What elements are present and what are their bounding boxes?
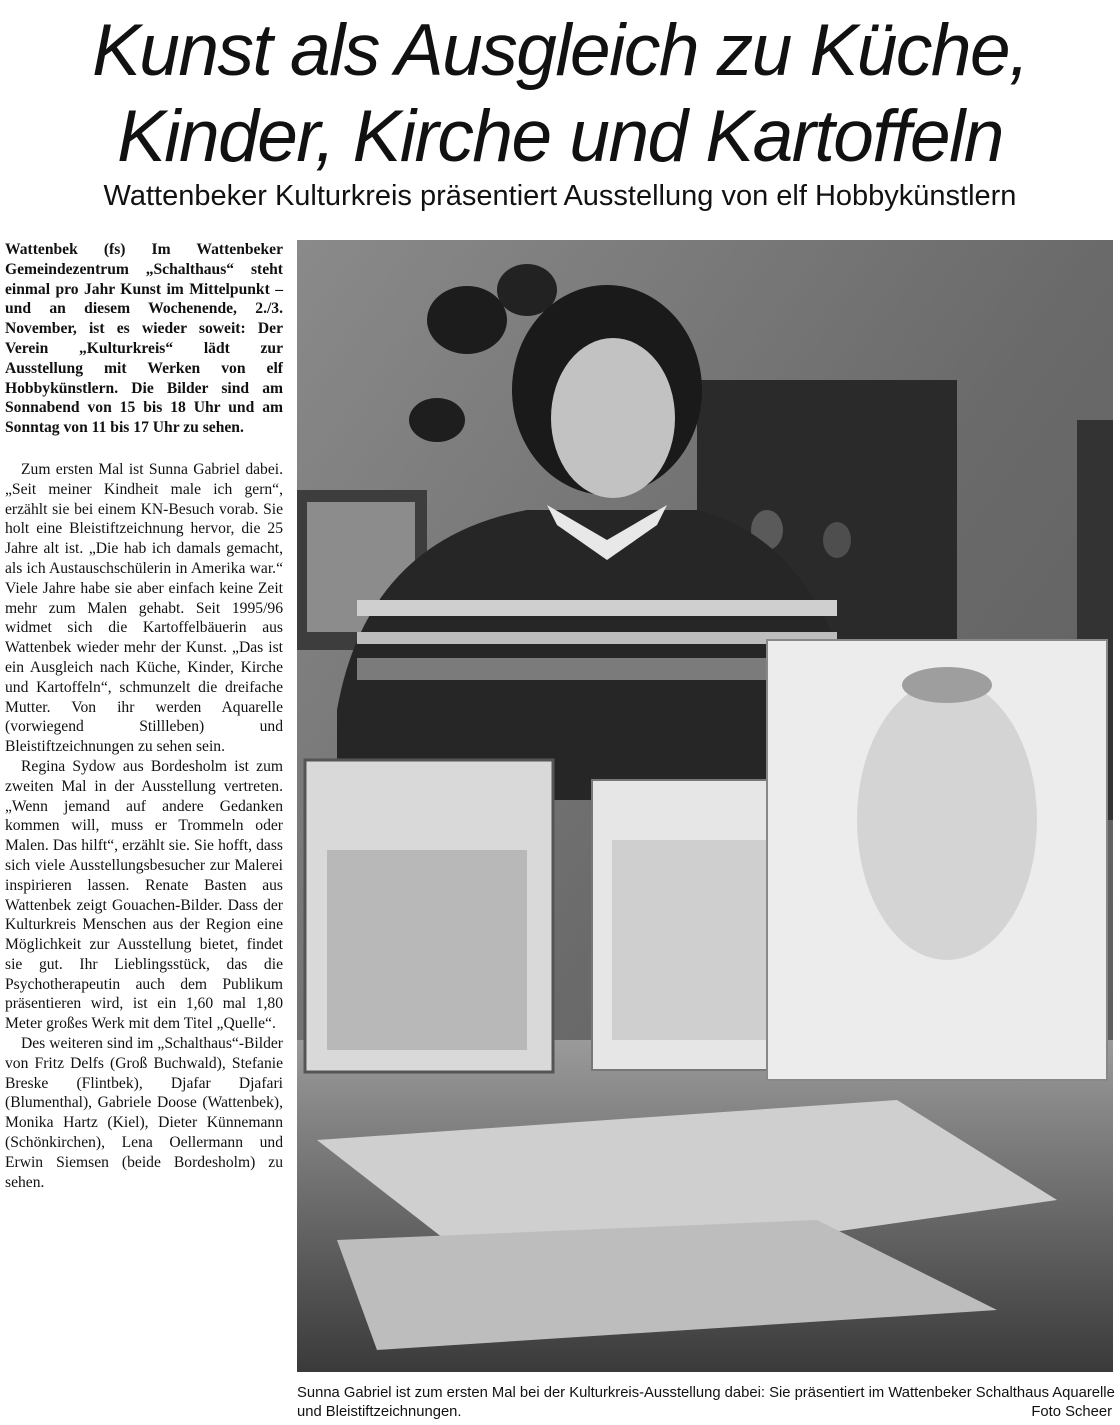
article-text-column: [5, 240, 283, 1192]
article-paragraph-1: Zum ersten Mal ist Sunna Gabriel dabei. „Seit meiner Kindheit male ich gern“, erzählt sie bei einem KN-Besuch vorab. Sie holt eine Bleistiftzeichnung hervor, die 25 Jahre alt ist. „Die hab ich damals gemacht, als ich Austauschschülerin in Amerika war.“ Viele Jahre habe sie aber einfach keine Zeit mehr zum Malen gehabt. Seit 1995/96 widmet sich die Kartoffelbäuerin aus Wattenbek wieder mehr der Kunst. „Das ist ein Ausgleich nach Küche, Kinder, Kirche und Kartoffeln“, schmunzelt die dreifache Mutter. Von ihr werden Aquarelle (vorwiegend Stillleben) und Bleistiftzeichnungen zu sehen sein.: [5, 460, 283, 756]
photo-credit: Foto Scheer: [1031, 1404, 1112, 1420]
headline-line-2: Kinder, Kirche und Kartoffeln: [117, 96, 1003, 177]
article-paragraph-3: Des weiteren sind im „Schalthaus“-Bilder von Fritz Delfs (Groß Buchwald), Stefanie Breske (Flintbek), Djafar Djafari (Blumenthal), Gabriele Doose (Wattenbek), Monika Hartz (Kiel), Dieter Künnemann (Schönkirchen), Lena Oellermann und Erwin Siemsen (beide Bordesholm) zu sehen.: [5, 1035, 283, 1191]
headline: [0, 8, 1120, 180]
headline-line-1: Kunst als Ausgleich zu Küche,: [92, 10, 1028, 91]
photo-caption: Sunna Gabriel ist zum ersten Mal bei der Kulturkreis-Ausstellung dabei: Sie präsentiert im Wattenbeker Schalthaus Aquarelle und Bleistiftzeichnungen.: [297, 1385, 1115, 1420]
article-photo: [297, 240, 1113, 1372]
subheadline: Wattenbeker Kulturkreis präsentiert Ausstellung von elf Hobbykünstlern: [103, 180, 1017, 212]
article-paragraph-2: Regina Sydow aus Bordesholm ist zum zweiten Mal in der Ausstellung vertreten. „Wenn jemand auf andere Gedanken kommen will, muss er Trommeln oder Malen. Das hilft“, erzählt sie. Sie hofft, dass sich viele Ausstellungsbesucher zur Malerei inspirieren lassen. Renate Basten aus Wattenbek zeigt Gouachen-Bilder. Dass der Kulturkreis Menschen aus der Region eine Möglichkeit zur Ausstellung bietet, findet sie gut. Ihr Lieblingsstück, das die Psychotherapeutin auch dem Publikum präsentieren wird, ist ein 1,60 mal 1,80 Meter großes Werk mit dem Titel „Quelle“.: [5, 757, 283, 1033]
photo-illustration: [297, 240, 1113, 1372]
article-lead: Wattenbek (fs) Im Wattenbeker Gemeindezentrum „Schalthaus“ steht einmal pro Jahr Kunst im Mittelpunkt – und an diesem Wochenende, 2./3. November, ist es wieder soweit: Der Verein „Kulturkreis“ lädt zur Ausstellung mit Werken von elf Hobbykünstlern. Die Bilder sind am Sonnabend von 15 bis 18 Uhr und am Sonntag von 11 bis 17 Uhr zu sehen.: [5, 241, 283, 437]
